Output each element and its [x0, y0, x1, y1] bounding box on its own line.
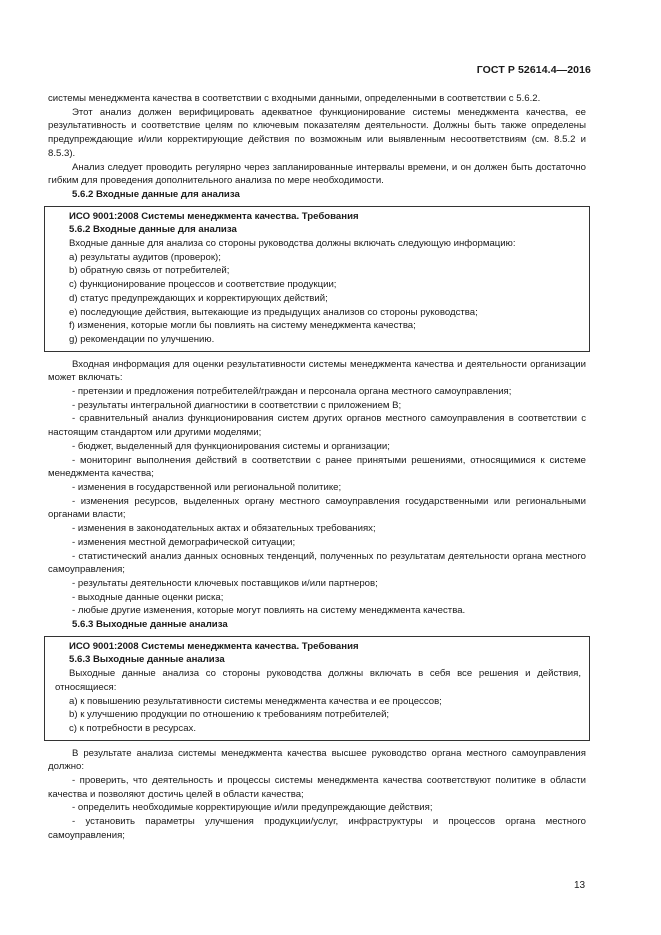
- paragraph: Этот анализ должен верифицировать адекватное функционирование системы менеджмента качества, ее результативность и соответствие целям по ключевым показателям деятельности. Должны быть также определены предупреждающие и/или корректирующие действия по возможным или выявленным несоответствиям (см. 8.5.2 и 8.5.3).: [48, 106, 586, 159]
- list-item: - результаты деятельности ключевых поставщиков и/или партнеров;: [72, 577, 378, 589]
- list-item: - установить параметры улучшения продукции/услуг, инфраструктуры и процессов органа местного самоуправления;: [48, 816, 586, 841]
- list-item: g) рекомендации по улучшению.: [69, 333, 215, 345]
- page-body: [48, 92, 586, 843]
- list-item: c) функционирование процессов и соответствие продукции;: [69, 279, 337, 291]
- list-item: - сравнительный анализ функционирования систем других органов местного самоуправления в соответствии с настоящим стандартом или другими моделями;: [48, 413, 586, 439]
- list-item: e) последующие действия, вытекающие из предыдущих анализов со стороны руководства;: [69, 306, 478, 318]
- list-item: - претензии и предложения потребителей/граждан и персонала органа местного самоуправления;: [72, 386, 512, 398]
- paragraph: В результате анализа системы менеджмента качества высшее руководство органа местного самоуправления должно:: [48, 747, 586, 773]
- paragraph: Анализ следует проводить регулярно через запланированные интервалы времени, и он должен быть достаточно гибким для проведения дополнительного анализа по мере необходимости.: [48, 161, 586, 187]
- paragraph: Входная информация для оценки результативности системы менеджмента качества и деятельности организации может включать:: [48, 358, 586, 384]
- list-item: f) изменения, которые могли бы повлиять на систему менеджмента качества;: [69, 320, 416, 332]
- box-title: ИСО 9001:2008 Системы менеджмента качества. Требования: [69, 640, 359, 652]
- list-item: - изменения в законодательных актах и обязательных требованиях;: [72, 523, 376, 535]
- list-item: - статистический анализ данных основных тенденций, полученных по результатам деятельности органа местного самоуправления;: [48, 550, 586, 576]
- list-item: - любые другие изменения, которые могут повлиять на систему менеджмента качества.: [72, 605, 466, 617]
- list-item: c) к потребности в ресурсах.: [69, 722, 196, 734]
- list-item: b) обратную связь от потребителей;: [69, 265, 230, 277]
- document-header: ГОСТ Р 52614.4—2016: [476, 64, 591, 76]
- quote-box-iso-5-6-3: [44, 636, 590, 741]
- section-heading-5-6-2: 5.6.2 Входные данные для анализа: [72, 188, 240, 200]
- list-item: a) к повышению результативности системы менеджмента качества и ее процессов;: [69, 695, 442, 707]
- quote-box-iso-5-6-2: [44, 206, 590, 352]
- list-item: - бюджет, выделенный для функционирования системы и организации;: [72, 440, 390, 452]
- list-item: - выходные данные оценки риска;: [72, 591, 224, 603]
- list-item: a) результаты аудитов (проверок);: [69, 251, 221, 263]
- list-item: - проверить, что деятельность и процессы системы менеджмента качества соответствуют политике в области качества и позволяют достичь целей в области качества;: [48, 775, 586, 800]
- paragraph: системы менеджмента качества в соответствии с входными данными, определенными в соответствии с 5.6.2.: [48, 93, 541, 104]
- list-item: - мониторинг выполнения действий в соответствии с ранее принятыми решениями, относящимися к системе менеджмента качества;: [48, 454, 586, 480]
- list-item: - изменения ресурсов, выделенных органу местного самоуправления государственными или региональными органами власти;: [48, 495, 586, 521]
- list-item: b) к улучшению продукции по отношению к требованиям потребителей;: [69, 709, 390, 721]
- box-subtitle: 5.6.3 Выходные данные анализа: [69, 654, 225, 666]
- box-lead: Входные данные для анализа со стороны руководства должны включать следующую информацию:: [69, 238, 516, 250]
- box-title: ИСО 9001:2008 Системы менеджмента качества. Требования: [69, 210, 359, 222]
- list-item: d) статус предупреждающих и корректирующих действий;: [69, 292, 328, 304]
- page-number: 13: [574, 880, 586, 891]
- section-heading-5-6-3: 5.6.3 Выходные данные анализа: [72, 619, 228, 631]
- list-item: - изменения в государственной или региональной политике;: [72, 481, 342, 493]
- box-subtitle: 5.6.2 Входные данные для анализа: [69, 224, 237, 236]
- list-item: - изменения местной демографической ситуации;: [72, 536, 296, 548]
- list-item: - результаты интегральной диагностики в соответствии с приложением В;: [72, 399, 402, 411]
- list-item: - определить необходимые корректирующие и/или предупреждающие действия;: [72, 802, 433, 814]
- box-lead: Выходные данные анализа со стороны руководства должны включать в себя все решения и действия, относящиеся:: [55, 668, 581, 693]
